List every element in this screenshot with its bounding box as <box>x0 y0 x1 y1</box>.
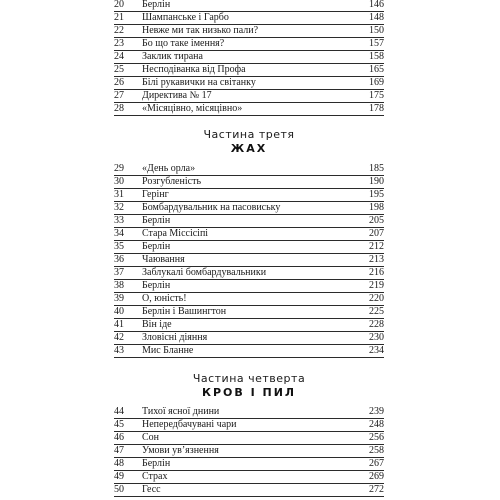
chapter-page: 220 <box>369 293 384 304</box>
chapter-number: 23 <box>114 38 124 49</box>
toc-entry <box>114 202 384 215</box>
chapter-page: 190 <box>369 176 384 187</box>
toc-entry <box>114 0 384 12</box>
chapter-page: 207 <box>369 228 384 239</box>
chapter-page: 175 <box>369 90 384 101</box>
chapter-title: Умови ув’язнення <box>142 445 219 456</box>
chapter-number: 50 <box>114 484 124 495</box>
chapter-title: Директива № 17 <box>142 90 212 101</box>
chapter-page: 258 <box>369 445 384 456</box>
chapter-number: 47 <box>114 445 124 456</box>
chapter-number: 38 <box>114 280 124 291</box>
toc-entry <box>114 51 384 64</box>
chapter-title: Берлін <box>142 458 171 469</box>
chapter-page: 148 <box>369 12 384 23</box>
toc-entry <box>114 90 384 103</box>
toc-entry <box>114 306 384 319</box>
chapter-number: 27 <box>114 90 124 101</box>
chapter-title: Тихої ясної днини <box>142 406 220 417</box>
part-title: ЖАХ <box>230 142 268 155</box>
toc-entry <box>114 484 384 497</box>
chapter-number: 20 <box>114 0 124 10</box>
chapter-number: 31 <box>114 189 124 200</box>
chapter-number: 21 <box>114 12 124 23</box>
chapter-page: 219 <box>369 280 384 291</box>
toc-entry <box>114 103 384 116</box>
toc-entry <box>114 319 384 332</box>
chapter-page: 267 <box>369 458 384 469</box>
chapter-page: 195 <box>369 189 384 200</box>
chapter-number: 29 <box>114 163 124 174</box>
chapter-number: 40 <box>114 306 124 317</box>
toc-entry <box>114 332 384 345</box>
chapter-number: 36 <box>114 254 124 265</box>
chapter-page: 165 <box>369 64 384 75</box>
chapter-number: 48 <box>114 458 124 469</box>
chapter-title: Заблукалі бомбардувальники <box>142 267 267 278</box>
toc-entry <box>114 293 384 306</box>
chapter-number: 46 <box>114 432 124 443</box>
chapter-page: 228 <box>369 319 384 330</box>
chapter-title: Берлін <box>142 241 171 252</box>
chapter-title: О, юність! <box>142 293 187 304</box>
chapter-number: 37 <box>114 267 124 278</box>
toc-entry <box>114 228 384 241</box>
chapter-title: «Місяцівно, місяцівно» <box>142 103 243 114</box>
toc-entry <box>114 458 384 471</box>
chapter-number: 39 <box>114 293 124 304</box>
part-title: КРОВ І ПИЛ <box>201 386 297 399</box>
chapter-number: 49 <box>114 471 124 482</box>
part-label: Частина четверта <box>192 372 306 385</box>
toc-entry <box>114 254 384 267</box>
chapter-page: 169 <box>369 77 384 88</box>
chapter-title: Бомбардувальник на пасовиську <box>142 202 281 213</box>
chapter-page: 157 <box>369 38 384 49</box>
toc-entry <box>114 64 384 77</box>
chapter-page: 213 <box>369 254 384 265</box>
toc-entry <box>114 280 384 293</box>
chapter-title: Берлін <box>142 0 171 10</box>
toc-entry <box>114 163 384 176</box>
chapter-title: Розгубленість <box>142 176 201 187</box>
chapter-page: 272 <box>369 484 384 495</box>
chapter-title: Берлін і Вашингтон <box>142 306 227 317</box>
chapter-number: 44 <box>114 406 124 417</box>
toc-entry <box>114 406 384 419</box>
toc-entry <box>114 215 384 228</box>
chapter-number: 24 <box>114 51 124 62</box>
chapter-page: 178 <box>369 103 384 114</box>
chapter-number: 42 <box>114 332 124 343</box>
chapter-number: 41 <box>114 319 124 330</box>
chapter-page: 205 <box>369 215 384 226</box>
chapter-page: 146 <box>369 0 384 10</box>
chapter-number: 35 <box>114 241 124 252</box>
toc-entry <box>114 445 384 458</box>
chapter-title: Стара Міссісіпі <box>142 228 209 239</box>
toc-entry <box>114 432 384 445</box>
chapter-title: Зловісні діяння <box>142 332 208 343</box>
chapter-page: 256 <box>369 432 384 443</box>
chapter-title: Сон <box>142 432 160 443</box>
chapter-title: Білі рукавички на світанку <box>142 77 256 88</box>
toc-entry <box>114 419 384 432</box>
chapter-page: 212 <box>369 241 384 252</box>
chapter-title: Шампанське і Гарбо <box>142 12 229 23</box>
chapter-title: Герінг <box>142 189 169 200</box>
chapter-title: Берлін <box>142 215 171 226</box>
chapter-number: 34 <box>114 228 124 239</box>
chapter-number: 28 <box>114 103 124 114</box>
toc-entry <box>114 241 384 254</box>
toc-entry <box>114 471 384 484</box>
chapter-number: 25 <box>114 64 124 75</box>
part-label: Частина третя <box>203 128 295 141</box>
chapter-number: 43 <box>114 345 124 356</box>
chapter-number: 26 <box>114 77 124 88</box>
chapter-number: 22 <box>114 25 124 36</box>
toc-entry <box>114 345 384 358</box>
chapter-title: Заклик тирана <box>142 51 203 62</box>
chapter-title: Гесс <box>142 484 161 495</box>
chapter-title: Страх <box>142 471 168 482</box>
chapter-page: 158 <box>369 51 384 62</box>
chapter-number: 30 <box>114 176 124 187</box>
chapter-title: Мис Бланне <box>142 345 194 356</box>
chapter-title: Непередбачувані чари <box>142 419 237 430</box>
chapter-page: 239 <box>369 406 384 417</box>
chapter-number: 33 <box>114 215 124 226</box>
chapter-title: «День орла» <box>142 163 196 174</box>
chapter-title: Він іде <box>142 319 172 330</box>
chapter-title: Бо що таке імення? <box>142 38 225 49</box>
toc-entry <box>114 12 384 25</box>
toc-entry <box>114 267 384 280</box>
chapter-title: Чаювання <box>142 254 185 265</box>
toc-entry <box>114 38 384 51</box>
chapter-page: 216 <box>369 267 384 278</box>
chapter-page: 225 <box>369 306 384 317</box>
chapter-title: Невже ми так низько пали? <box>142 25 259 36</box>
toc-entry <box>114 176 384 189</box>
toc-entry <box>114 189 384 202</box>
chapter-page: 150 <box>369 25 384 36</box>
toc-entry <box>114 25 384 38</box>
toc-entry <box>114 77 384 90</box>
chapter-page: 185 <box>369 163 384 174</box>
chapter-title: Несподіванка від Профа <box>142 64 246 75</box>
chapter-title: Берлін <box>142 280 171 291</box>
chapter-page: 248 <box>369 419 384 430</box>
chapter-page: 269 <box>369 471 384 482</box>
chapter-page: 234 <box>369 345 384 356</box>
chapter-page: 230 <box>369 332 384 343</box>
chapter-page: 198 <box>369 202 384 213</box>
chapter-number: 45 <box>114 419 124 430</box>
chapter-number: 32 <box>114 202 124 213</box>
